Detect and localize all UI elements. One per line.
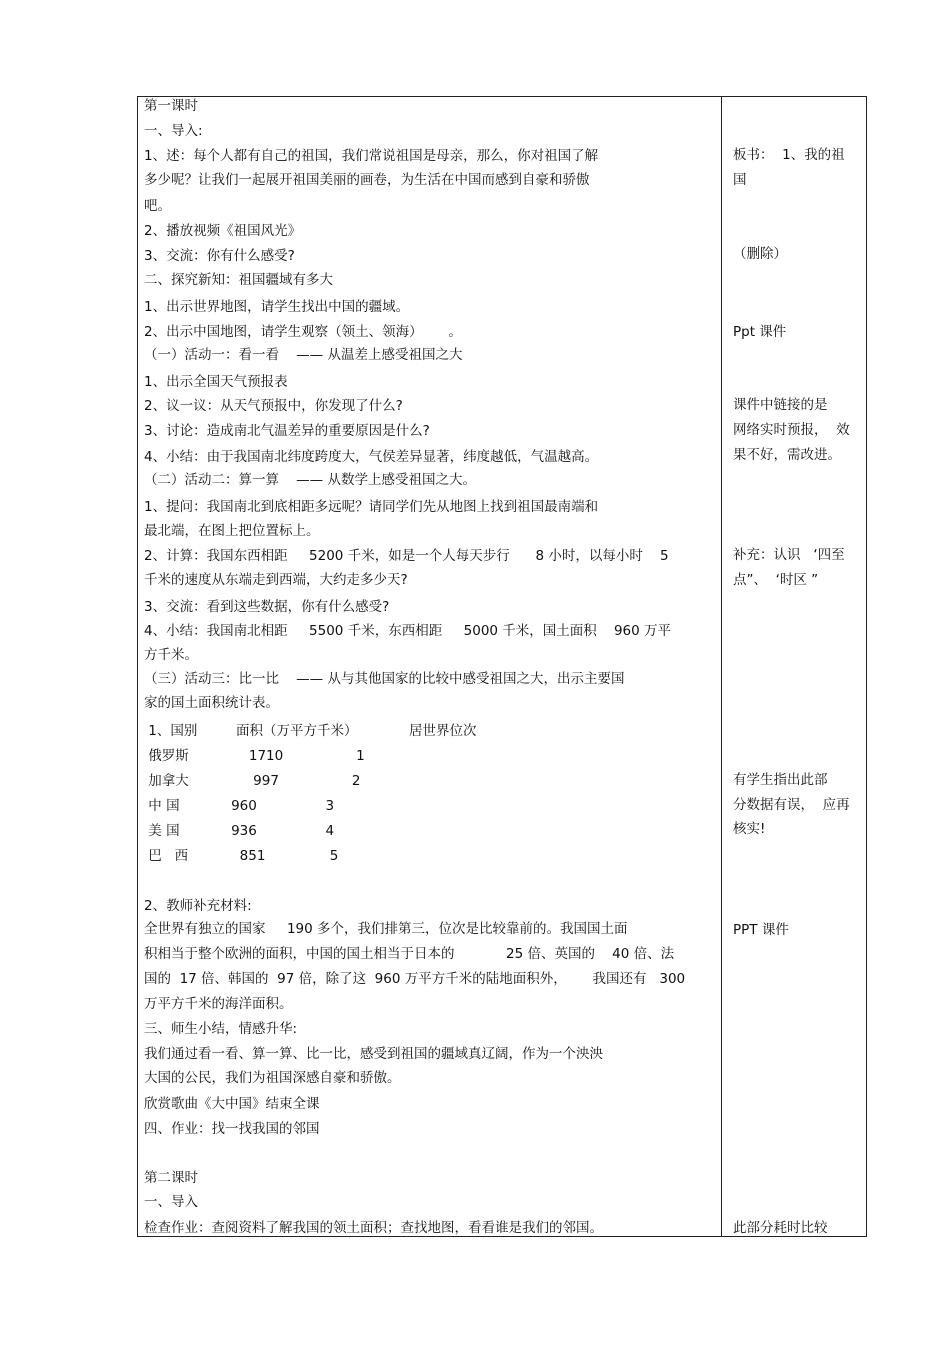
content-line: 中 国 960 3 xyxy=(144,798,335,814)
content-line: 4、小结：由于我国南北纬度跨度大，气侯差异显著，纬度越低，气温越高。 xyxy=(144,449,599,465)
content-line: 1、国别 面积（万平方千米） 居世界位次 xyxy=(144,723,477,739)
content-line: 4、小结：我国南北相距 5500 千米，东西相距 5000 千米，国土面积 960 万平 xyxy=(144,623,672,639)
note-line: 果不好，需改进。 xyxy=(733,447,841,463)
content-line: 3、讨论：造成南北气温差异的重要原因是什么? xyxy=(144,423,430,439)
note-line: 点”、 ‘时区 ” xyxy=(733,572,819,588)
content-line: 1、提问：我国南北到底相距多远呢？请同学们先从地图上找到祖国最南端和 xyxy=(144,499,599,515)
content-line: 第一课时 xyxy=(144,98,198,114)
content-line: 二、探究新知：祖国疆域有多大 xyxy=(144,272,333,288)
content-line: 检查作业：查阅资料了解我国的领土面积；查找地图，看看谁是我们的邻国。 xyxy=(144,1220,603,1236)
content-line: 2、计算：我国东西相距 5200 千米，如是一个人每天步行 8 小时，以每小时 5 xyxy=(144,548,669,564)
content-line: 1、出示世界地图，请学生找出中国的疆域。 xyxy=(144,299,410,315)
content-line: 3、交流：看到这些数据，你有什么感受? xyxy=(144,599,390,615)
content-line: （二）活动二：算一算 —— 从数学上感受祖国之大。 xyxy=(144,472,476,488)
content-line: 2、出示中国地图，请学生观察（领土、领海） 。 xyxy=(144,324,462,340)
content-line: 我们通过看一看、算一算、比一比，感受到祖国的疆域真辽阔，作为一个泱泱 xyxy=(144,1046,603,1062)
note-line: （删除） xyxy=(733,246,787,262)
content-line: 1、述：每个人都有自己的祖国，我们常说祖国是母亲，那么，你对祖国了解 xyxy=(144,148,599,164)
lesson-plan-table xyxy=(137,96,867,1237)
content-line: （三）活动三：比一比 —— 从与其他国家的比较中感受祖国之大，出示主要国 xyxy=(144,671,625,687)
content-line: 加拿大 997 2 xyxy=(144,773,361,789)
note-line: 网络实时预报， 效 xyxy=(733,422,850,438)
column-divider xyxy=(721,96,722,1237)
note-line: 课件中链接的是 xyxy=(733,397,828,413)
note-line: 补充：认识 ‘四至 xyxy=(733,547,845,563)
content-line: （一）活动一：看一看 —— 从温差上感受祖国之大 xyxy=(144,347,463,363)
content-line: 3、交流：你有什么感受? xyxy=(144,248,295,264)
content-line: 2、播放视频《祖国风光》 xyxy=(144,223,302,239)
content-line: 多少呢？让我们一起展开祖国美丽的画卷，为生活在中国而感到自豪和骄傲 xyxy=(144,172,590,188)
content-line: 俄罗斯 1710 1 xyxy=(144,748,365,764)
content-line: 国的 17 倍、韩国的 97 倍，除了这 960 万平方千米的陆地面积外， 我国还有 300 xyxy=(144,971,686,987)
content-line: 一、导入 xyxy=(144,1194,198,1210)
note-line: 此部分耗时比较 xyxy=(733,1220,828,1236)
content-line: 方千米。 xyxy=(144,647,198,663)
content-line: 一、导入: xyxy=(144,123,203,139)
content-line: 四、作业：找一找我国的邻国 xyxy=(144,1121,320,1137)
content-line: 三、师生小结，情感升华: xyxy=(144,1021,298,1037)
content-line: 积相当于整个欧洲的面积，中国的国土相当于日本的 25 倍、英国的 40 倍、法 xyxy=(144,946,675,962)
content-line: 吧。 xyxy=(144,198,171,214)
note-line: 国 xyxy=(733,172,747,188)
content-line: 万平方千米的海洋面积。 xyxy=(144,996,293,1012)
content-line: 美 国 936 4 xyxy=(144,823,335,839)
content-line: 大国的公民，我们为祖国深感自豪和骄傲。 xyxy=(144,1070,401,1086)
content-line: 1、出示全国天气预报表 xyxy=(144,374,288,390)
content-line: 2、议一议：从天气预报中，你发现了什么? xyxy=(144,398,403,414)
note-line: 板书： 1、我的祖 xyxy=(733,147,845,163)
content-line: 最北端，在图上把位置标上。 xyxy=(144,523,320,539)
note-line: PPT 课件 xyxy=(733,922,789,938)
content-line: 家的国土面积统计表。 xyxy=(144,695,279,711)
note-line: 核实! xyxy=(733,821,766,837)
content-line: 千米的速度从东端走到西端，大约走多少天? xyxy=(144,572,408,588)
content-line: 全世界有独立的国家 190 多个，我们排第三，位次是比较靠前的。我国国土面 xyxy=(144,921,628,937)
note-line: 分数据有误， 应再 xyxy=(733,797,850,813)
content-line: 巴 西 851 5 xyxy=(144,848,339,864)
note-line: Ppt 课件 xyxy=(733,324,787,340)
content-line: 第二课时 xyxy=(144,1170,198,1186)
content-line: 2、教师补充材料: xyxy=(144,898,252,914)
content-line: 欣赏歌曲《大中国》结束全课 xyxy=(144,1096,320,1112)
note-line: 有学生指出此部 xyxy=(733,772,828,788)
